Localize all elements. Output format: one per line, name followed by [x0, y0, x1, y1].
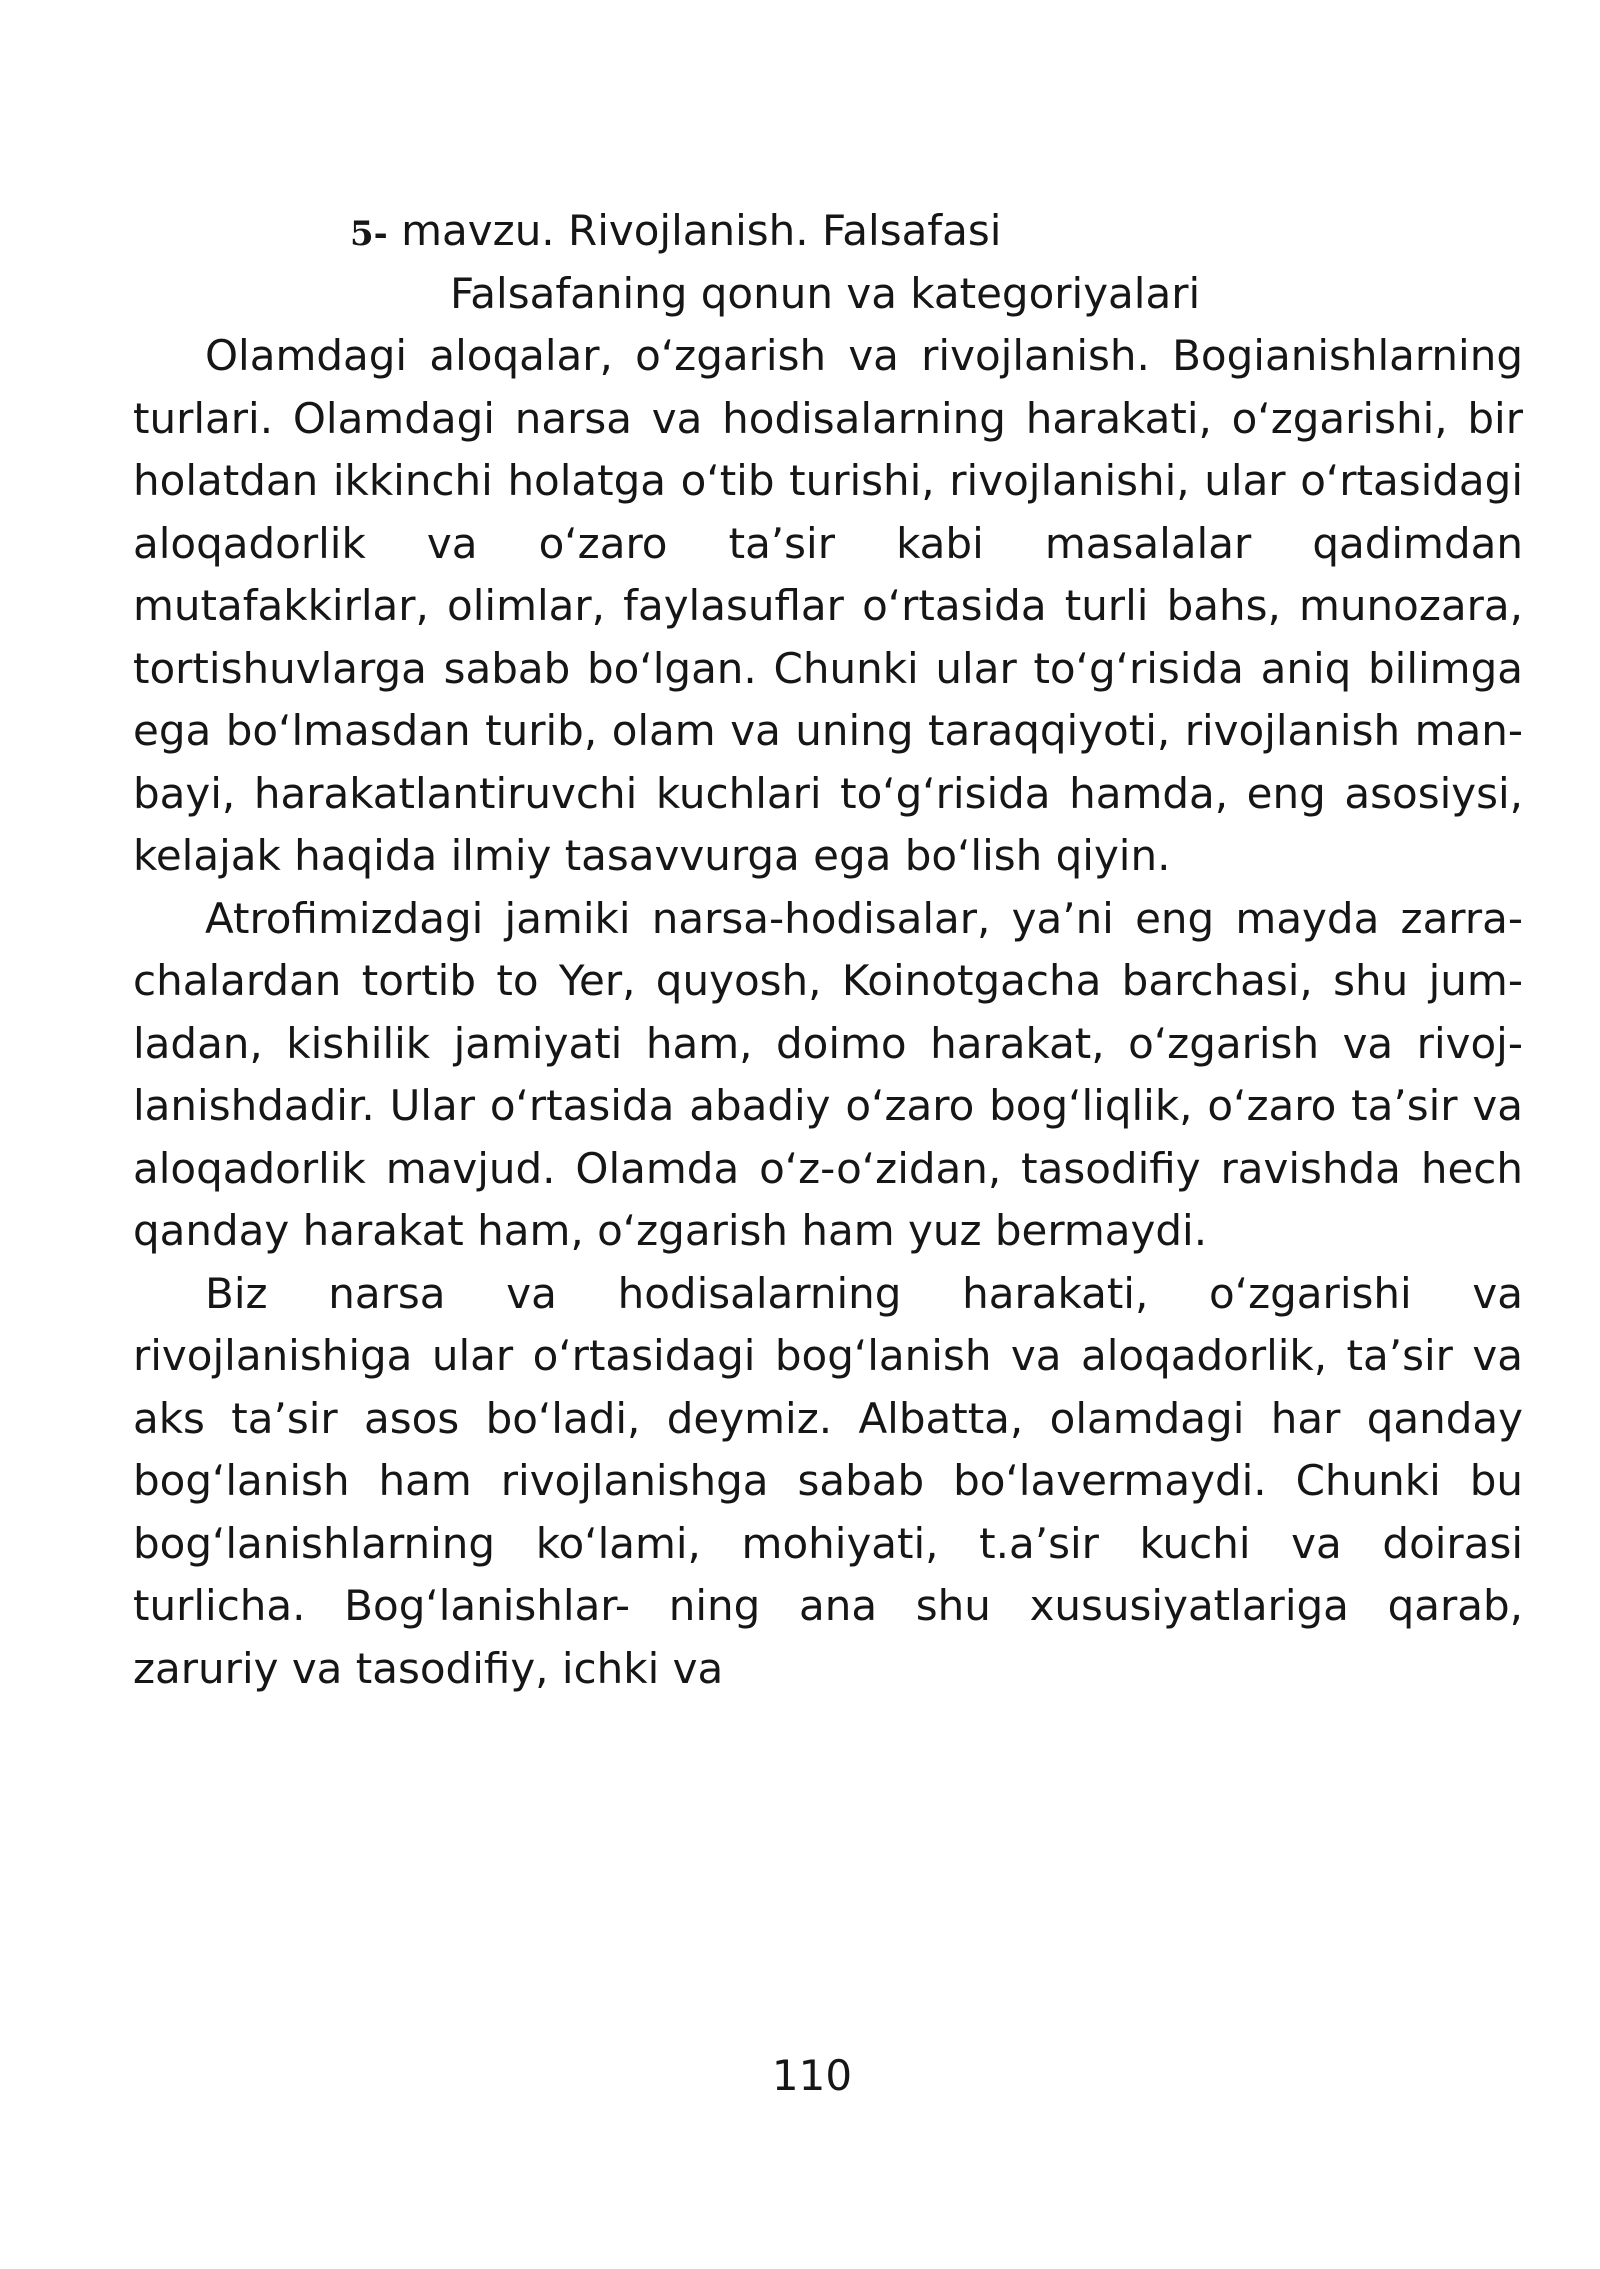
topic-number: 5- — [350, 214, 388, 254]
topic-heading — [350, 205, 1001, 260]
body-text — [133, 325, 1523, 1700]
paragraph-1: Olamdagi aloqalar, o‘zgarish va rivojlanish. Bogianishlarning turlari. Olamdagi narsa va hodisalarning harakati, o‘zgarishi, bir holatdan ikkinchi holatga o‘tib turishi, rivojlanishi, ular o‘rtasidagi aloqadorlik va o‘zaro ta’sir kabi masalalar qadimdan mutafakkirlar, olimlar, faylasuflar o‘rtasida turli bahs, munozara, tortishuvlarga sabab bo‘lgan. Chunki ular to‘g‘risida aniq bilimga ega bo‘lmasdan turib, olam va uning taraqqiyoti, rivojlanish manbayi, harakatlantiruvchi kuchlari to‘g‘risida hamda, eng asosiysi, kelajak haqida ilmiy tasavvurga ega bo‘lish qiyin. — [133, 331, 1523, 880]
page-number: 110 — [771, 2051, 853, 2100]
paragraph-2: Atrofimizdagi jamiki narsa-hodisalar, ya’ni eng mayda zarrachalardan tortib to Yer, quyosh, Koinotgacha barchasi, shu jumladan, kishilik jamiyati ham, doimo harakat, o‘zgarish va rivojlanishdadir. Ular o‘rtasida abadiy o‘zaro bog‘liqlik, o‘zaro ta’sir va aloqadorlik mavjud. Olamda o‘z-o‘zidan, tasodifiy ravishda hech qanday harakat ham, o‘zgarish ham yuz bermaydi. — [133, 893, 1523, 1255]
topic-title: mavzu. Rivojlanish. Falsafasi — [401, 206, 1002, 255]
topic-subtitle: Falsafaning qonun va kategoriyalari — [450, 269, 1201, 318]
paragraph-3: Biz narsa va hodisalarning harakati, o‘zgarishi va rivojlanishiga ular o‘rtasidagi bog‘lanish va aloqadorlik, ta’sir va aks ta’sir asos bo‘ladi, deymiz. Albatta, olamdagi har qanday bog‘lanish ham rivojlanishga sabab bo‘lavermaydi. Chunki bu bog‘lanishlarning ko‘lami, mohiyati, t.a’sir kuchi va doirasi turlicha. Bog‘lanishlar- ning ana shu xususiyatlariga qarab, zaruriy va tasodifiy, ichki va — [133, 1268, 1523, 1693]
